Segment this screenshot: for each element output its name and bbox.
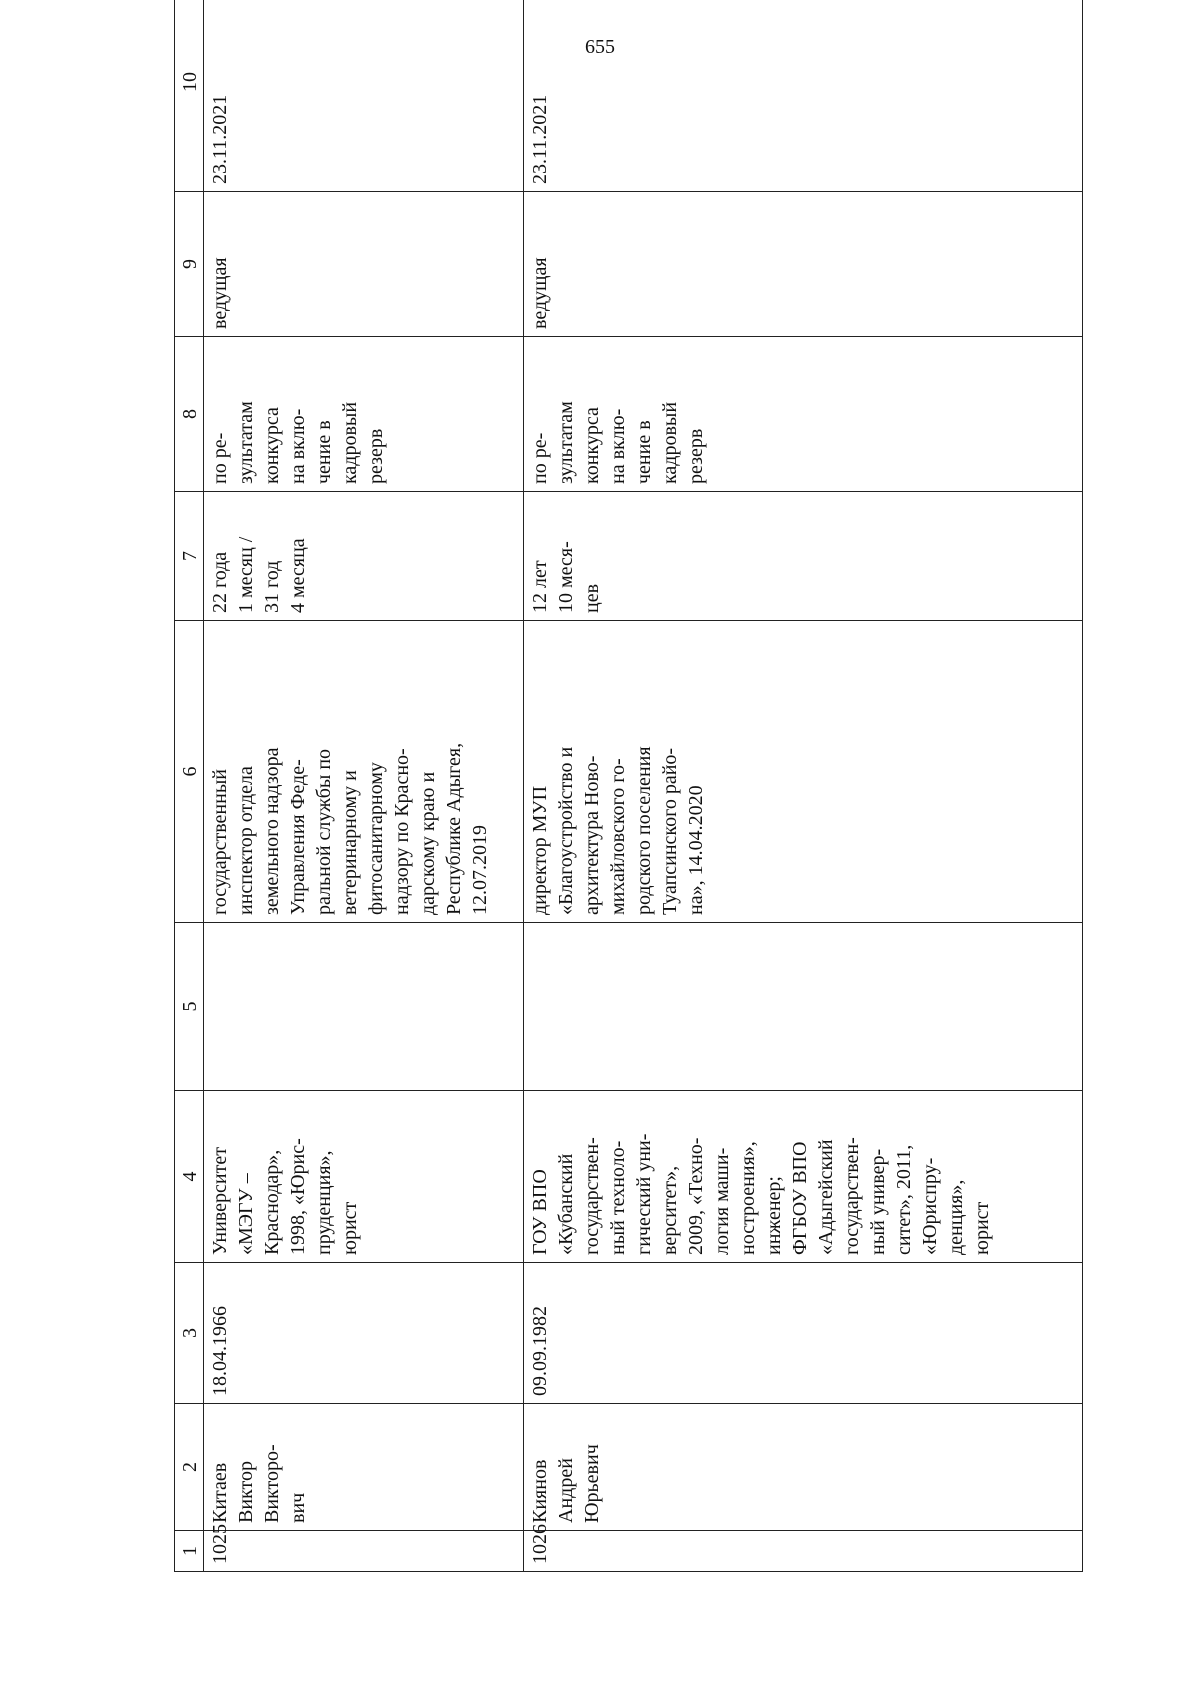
record-number: 1026 — [524, 1531, 1083, 1572]
table-row — [204, 0, 524, 1572]
column-header: 1 — [175, 1531, 204, 1572]
inclusion-basis: по ре- зультатам конкурса на вклю- чение в кадровый резерв — [204, 337, 524, 492]
record-number: 1025 — [204, 1531, 524, 1572]
table-row — [524, 0, 1083, 1572]
column-header: 5 — [175, 923, 204, 1091]
column-number-row — [175, 0, 204, 1572]
position: директор МУП «Благоустройство и архитектура Ново- михайловского го- родского поселения Туапсинского райо- на», 14.04.2020 — [524, 621, 1083, 923]
birth-date: 18.04.1966 — [204, 1263, 524, 1404]
column-header: 9 — [175, 192, 204, 337]
inclusion-date: 23.11.2021 — [524, 0, 1083, 192]
column-header: 8 — [175, 337, 204, 492]
page-number: 655 — [585, 36, 615, 58]
column-header: 3 — [175, 1263, 204, 1404]
full-name: Китаев Виктор Викторо- вич — [204, 1404, 524, 1531]
rotated-table-container — [174, 73, 1076, 1572]
work-experience: 12 лет 10 меся- цев — [524, 492, 1083, 621]
inclusion-basis: по ре- зультатам конкурса на вклю- чение в кадровый резерв — [524, 337, 1083, 492]
inclusion-date: 23.11.2021 — [204, 0, 524, 192]
education: Университет «МЭГУ – Краснодар», 1998, «Юрис- пруденция», юрист — [204, 1091, 524, 1263]
position-group: ведущая — [204, 192, 524, 337]
column-header: 7 — [175, 492, 204, 621]
birth-date: 09.09.1982 — [524, 1263, 1083, 1404]
position-group: ведущая — [524, 192, 1083, 337]
register-table — [174, 0, 1083, 1572]
education: ГОУ ВПО «Кубанский государствен- ный техноло- гический уни- верситет», 2009, «Техно- логия маши- ностроения», инженер; ФГБОУ ВПО «Адыгейский государствен- ный универ- ситет», 2011, «Юриспру- денция», юрист — [524, 1091, 1083, 1263]
column-header: 6 — [175, 621, 204, 923]
column-header: 2 — [175, 1404, 204, 1531]
full-name: Киянов Андрей Юрьевич — [524, 1404, 1083, 1531]
column-5-cell — [204, 923, 524, 1091]
column-header: 10 — [175, 0, 204, 192]
position: государственный инспектор отдела земельного надзора Управления Феде- ральной службы по ветеринарному и фитосанитарному надзору по Красно- дарскому краю и Республике Адыгея, 12.07.2019 — [204, 621, 524, 923]
column-header: 4 — [175, 1091, 204, 1263]
column-5-cell — [524, 923, 1083, 1091]
work-experience: 22 года 1 месяц / 31 год 4 месяца — [204, 492, 524, 621]
